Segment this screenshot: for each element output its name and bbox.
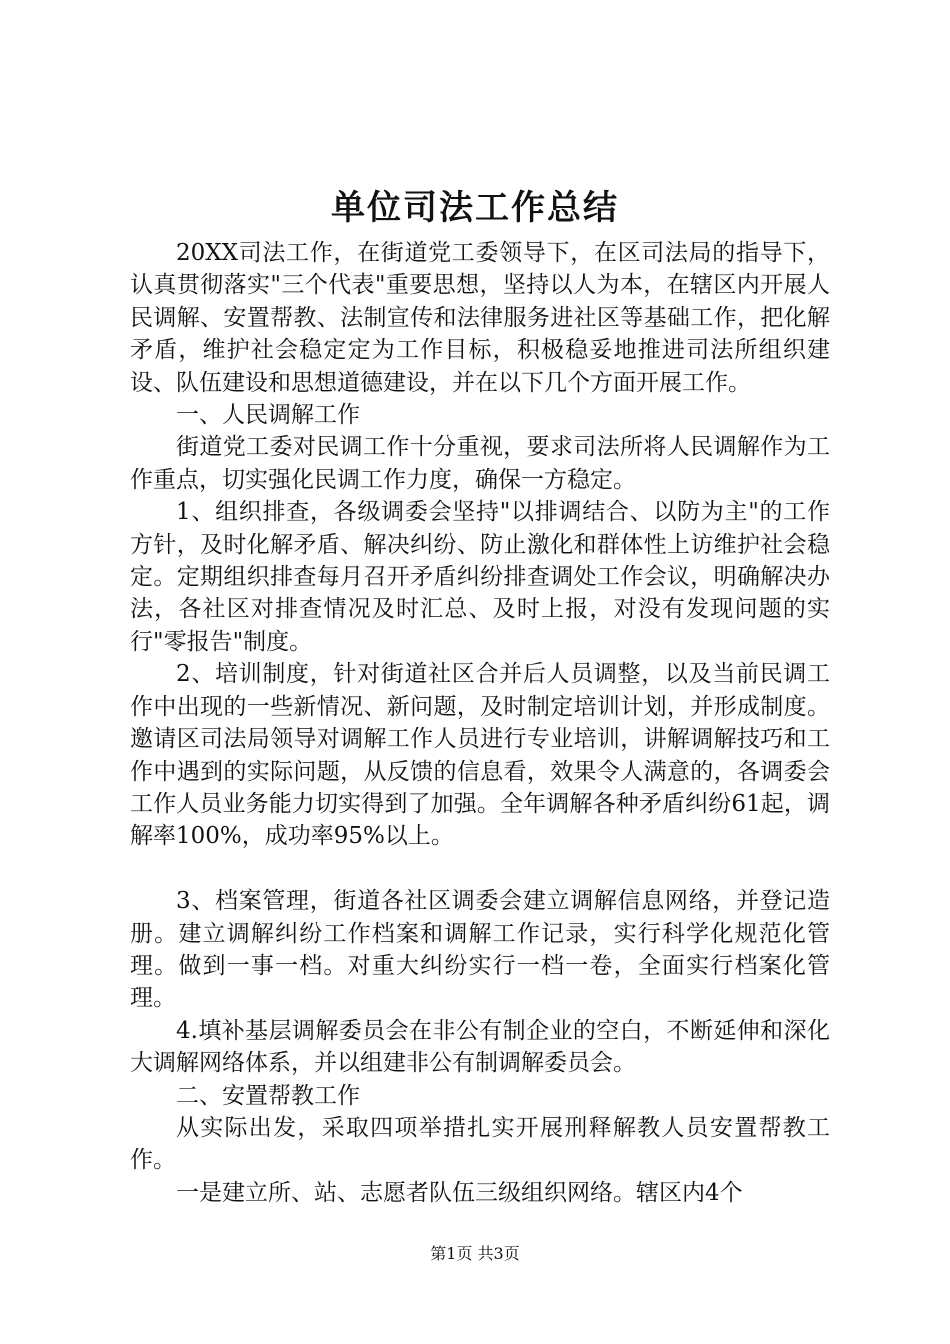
resettlement-intro-paragraph: 从实际出发，采取四项举措扎实开展刑释解教人员安置帮教工作。	[130, 1114, 830, 1174]
section-heading-resettlement: 二、安置帮教工作	[176, 1082, 360, 1109]
document-body	[130, 237, 830, 1209]
intro-paragraph: 20XX司法工作，在街道党工委领导下，在区司法局的指导下，认真贯彻落实"三个代表"重要思想，坚持以人为本，在辖区内开展人民调解、安置帮教、法制宣传和法律服务进社区等基础工作，把化解矛盾，维护社会稳定定为工作目标，积极稳妥地推进司法所组织建设、队伍建设和思想道德建设，并在以下几个方面开展工作。	[130, 240, 830, 396]
document-title: 单位司法工作总结	[331, 188, 619, 228]
mediation-item-4-paragraph: 4.填补基层调解委员会在非公有制企业的空白，不断延伸和深化大调解网络体系，并以组建非公有制调解委员会。	[130, 1017, 830, 1077]
page-number-footer: 第1页 共3页	[430, 1244, 520, 1263]
mediation-item-3-paragraph: 3、档案管理，街道各社区调委会建立调解信息网络，并登记造册。建立调解纠纷工作档案和调解工作记录，实行科学化规范化管理。做到一事一档。对重大纠纷实行一档一卷，全面实行档案化管理。	[130, 888, 830, 1012]
resettlement-item-1-paragraph: 一是建立所、站、志愿者队伍三级组织网络。辖区内4个	[176, 1179, 743, 1206]
section-heading-mediation: 一、人民调解工作	[176, 402, 360, 429]
mediation-intro-paragraph: 街道党工委对民调工作十分重视，要求司法所将人民调解作为工作重点，切实强化民调工作力度，确保一方稳定。	[130, 434, 830, 493]
mediation-item-2-paragraph: 2、培训制度，针对街道社区合并后人员调整，以及当前民调工作中出现的一些新情况、新问题，及时制定培训计划，并形成制度。邀请区司法局领导对调解工作人员进行专业培训，讲解调解技巧和工作中遇到的实际问题，从反馈的信息看，效果令人满意的，各调委会工作人员业务能力切实得到了加强。全年调解各种矛盾纠纷61起，调解率100%，成功率95%以上。	[130, 661, 830, 850]
blank-line	[130, 853, 830, 885]
mediation-item-1-paragraph: 1、组织排查，各级调委会坚持"以排调结合、以防为主"的工作方针，及时化解矛盾、解决纠纷、防止激化和群体性上访维护社会稳定。定期组织排查每月召开矛盾纠纷排查调处工作会议，明确解决办法，各社区对排查情况及时汇总、及时上报，对没有发现问题的实行"零报告"制度。	[130, 499, 830, 655]
